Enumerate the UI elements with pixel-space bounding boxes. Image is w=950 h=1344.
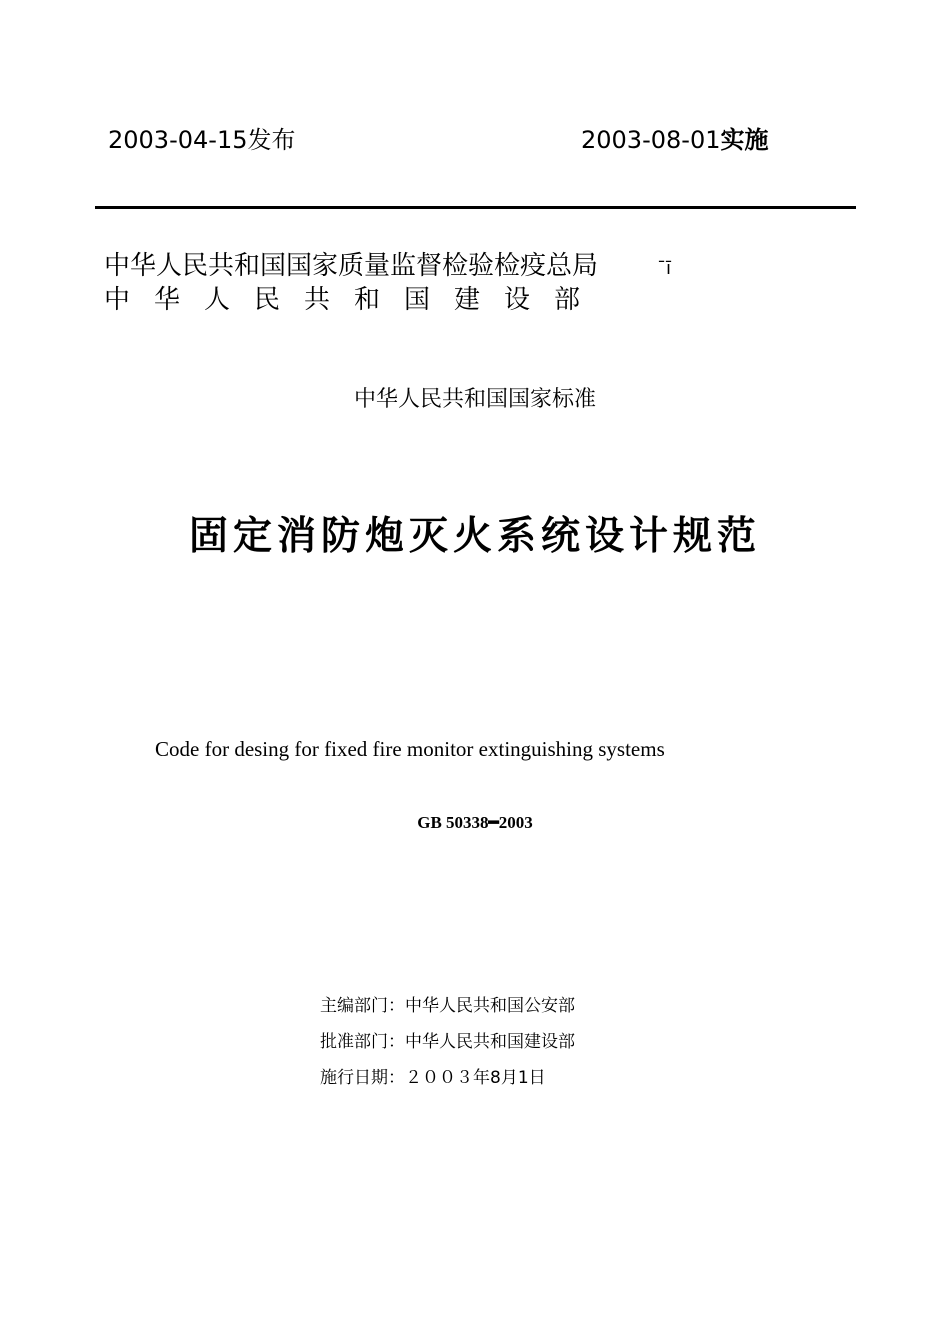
english-title: Code for desing for fixed fire monitor extinguishing systems <box>155 737 665 761</box>
effective-date-line: 施行日期：２００３年8月1日 <box>320 1068 546 1088</box>
editor-department: 主编部门：中华人民共和国公安部 <box>320 996 575 1016</box>
effective-date-label: 实施 <box>720 126 769 154</box>
issuer-line-2: 中华人民共和国建设部 <box>104 285 605 315</box>
standard-number: GB 50338━2003 <box>417 813 533 832</box>
issue-date-label: 发布 <box>247 126 296 154</box>
standard-category: 中华人民共和国国家标准 <box>353 387 596 412</box>
issue-date-value: 2003-04-15 <box>108 126 248 154</box>
issue-date <box>108 120 295 155</box>
effective-date-value: 2003-08-01 <box>581 126 721 154</box>
approval-department: 批准部门：中华人民共和国建设部 <box>320 1032 575 1052</box>
issuer-line-1: 中华人民共和国国家质量监督检验检疫总局 <box>104 251 599 281</box>
document-title: 固定消防炮灭火系统设计规范 <box>188 514 761 559</box>
effective-date <box>581 120 768 155</box>
issuer-line-1-mark: ̄ī <box>666 258 672 279</box>
header-divider <box>95 206 856 209</box>
